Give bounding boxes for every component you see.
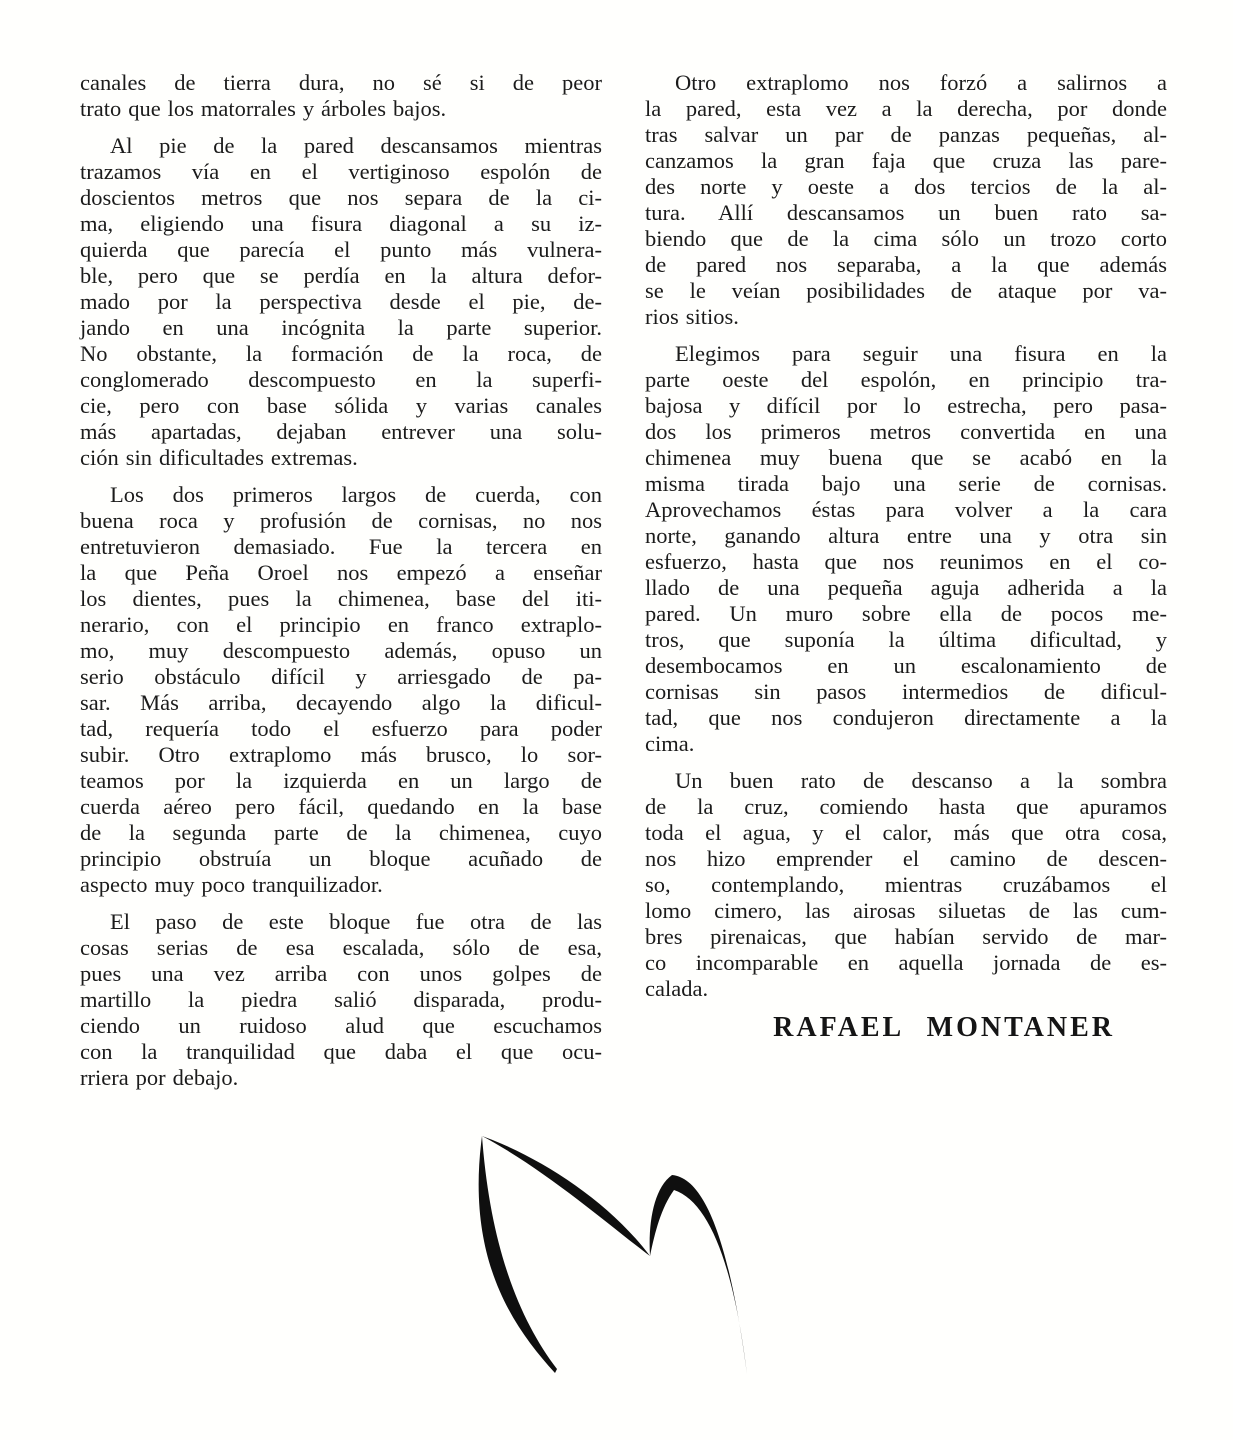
- paragraph: [80, 909, 602, 1091]
- text-line: de la segunda parte de la chimenea, cuyo: [80, 820, 602, 845]
- text-line: cima.: [645, 731, 695, 756]
- text-line: El paso de este bloque fue otra de las: [110, 909, 602, 934]
- text-line: Aprovechamos éstas para volver a la cara: [645, 497, 1167, 522]
- paragraph: [645, 341, 1167, 757]
- text-line: misma tirada bajo una serie de cornisas.: [645, 471, 1167, 496]
- paragraph: [645, 70, 1167, 330]
- text-line: serio obstáculo difícil y arriesgado de pa-: [80, 664, 602, 689]
- swash-stroke-right: [650, 1175, 747, 1374]
- text-line: la que Peña Oroel nos empezó a enseñar: [80, 560, 602, 585]
- text-line: cie, pero con base sólida y varias canales: [80, 393, 602, 418]
- text-line: tura. Allí descansamos un buen rato sa-: [645, 200, 1167, 225]
- text-line: co incomparable en aquella jornada de es-: [645, 950, 1167, 975]
- text-line: entretuvieron demasiado. Fue la tercera en: [80, 534, 602, 559]
- text-line: Otro extraplomo nos forzó a salirnos a: [675, 70, 1167, 95]
- text-line: ble, pero que se perdía en la altura defor-: [80, 263, 602, 288]
- text-line: Elegimos para seguir una fisura en la: [675, 341, 1167, 366]
- text-line: Un buen rato de descanso a la sombra: [675, 768, 1167, 793]
- text-line: los dientes, pues la chimenea, base del iti-: [80, 586, 602, 611]
- text-line: aspecto muy poco tranquilizador.: [80, 872, 383, 897]
- text-line: tad, que nos condujeron directamente a la: [645, 705, 1167, 730]
- text-line: martillo la piedra salió disparada, produ-: [80, 987, 602, 1012]
- text-line: parte oeste del espolón, en principio tra-: [645, 367, 1167, 392]
- text-line: trato que los matorrales y árboles bajos.: [80, 96, 447, 121]
- text-line: quierda que parecía el punto más vulnera-: [80, 237, 602, 262]
- text-line: rriera por debajo.: [80, 1065, 239, 1090]
- text-line: cuerda aéreo pero fácil, quedando en la base: [80, 794, 602, 819]
- text-line: rios sitios.: [645, 304, 739, 329]
- text-line: ción sin dificultades extremas.: [80, 445, 358, 470]
- swash-stroke-diagonal: [482, 1136, 650, 1256]
- paragraph: [80, 70, 602, 122]
- text-line: pues una vez arriba con unos golpes de: [80, 961, 602, 986]
- text-line: sar. Más arriba, decayendo algo la dificul-: [80, 690, 602, 715]
- paragraph: [80, 482, 602, 898]
- text-line: No obstante, la formación de la roca, de: [80, 341, 602, 366]
- text-line: llado de una pequeña aguja adherida a la: [645, 575, 1167, 600]
- text-line: tad, requería todo el esfuerzo para poder: [80, 716, 602, 741]
- paragraph: [645, 768, 1167, 1002]
- text-line: pared. Un muro sobre ella de pocos me-: [645, 601, 1167, 626]
- text-line: des norte y oeste a dos tercios de la al-: [645, 174, 1167, 199]
- text-line: Los dos primeros largos de cuerda, con: [110, 482, 602, 507]
- text-line: esfuerzo, hasta que nos reunimos en el co-: [645, 549, 1167, 574]
- text-line: toda el agua, y el calor, más que otra cosa,: [645, 820, 1167, 845]
- text-line: Al pie de la pared descansamos mientras: [110, 133, 602, 158]
- text-line: más apartadas, dejaban entrever una solu-: [80, 419, 602, 444]
- text-line: de pared nos separaba, a la que además: [645, 252, 1167, 277]
- text-line: nerario, con el principio en franco extraplo-: [80, 612, 602, 637]
- text-line: cornisas sin pasos intermedios de dificul-: [645, 679, 1167, 704]
- text-line: buena roca y profusión de cornisas, no nos: [80, 508, 602, 533]
- text-line: se le veían posibilidades de ataque por va-: [645, 278, 1167, 303]
- text-line: tros, que suponía la última dificultad, y: [645, 627, 1167, 652]
- text-line: tras salvar un par de panzas pequeñas, al-: [645, 122, 1167, 147]
- text-line: teamos por la izquierda en un largo de: [80, 768, 602, 793]
- text-line: cosas serias de esa escalada, sólo de esa,: [80, 935, 602, 960]
- text-column-right: [645, 70, 1167, 1002]
- text-line: de la cruz, comiendo hasta que apuramos: [645, 794, 1167, 819]
- text-line: principio obstruía un bloque acuñado de: [80, 846, 602, 871]
- text-line: dos los primeros metros convertida en una: [645, 419, 1167, 444]
- text-line: subir. Otro extraplomo más brusco, lo sor-: [80, 742, 602, 767]
- text-line: ma, eligiendo una fisura diagonal a su iz-: [80, 211, 602, 236]
- text-line: canales de tierra dura, no sé si de peor: [80, 70, 602, 95]
- text-line: doscientos metros que nos separa de la ci-: [80, 185, 602, 210]
- text-line: biendo que de la cima sólo un trozo corto: [645, 226, 1167, 251]
- text-line: bajosa y difícil por lo estrecha, pero pasa-: [645, 393, 1167, 418]
- text-line: so, contemplando, mientras cruzábamos el: [645, 872, 1167, 897]
- text-line: jando en una incógnita la parte superior.: [80, 315, 602, 340]
- text-line: trazamos vía en el vertiginoso espolón de: [80, 159, 602, 184]
- text-line: la pared, esta vez a la derecha, por donde: [645, 96, 1167, 121]
- text-line: mo, muy descompuesto además, opuso un: [80, 638, 602, 663]
- text-line: chimenea muy buena que se acabó en la: [645, 445, 1167, 470]
- text-line: conglomerado descompuesto en la superfi-: [80, 367, 602, 392]
- text-line: desembocamos en un escalonamiento de: [645, 653, 1167, 678]
- text-line: bres pirenaicas, que habían servido de mar-: [645, 924, 1167, 949]
- author-signature: RAFAEL MONTANER: [773, 1012, 1115, 1043]
- text-line: norte, ganando altura entre una y otra sin: [645, 523, 1167, 548]
- text-line: calada.: [645, 976, 709, 1001]
- text-line: mado por la perspectiva desde el pie, de-: [80, 289, 602, 314]
- text-line: nos hizo emprender el camino de descen-: [645, 846, 1167, 871]
- text-line: ciendo un ruidoso alud que escuchamos: [80, 1013, 602, 1038]
- text-line: lomo cimero, las airosas siluetas de las cum-: [645, 898, 1167, 923]
- calligraphic-swash-decoration: [458, 1128, 758, 1380]
- text-line: canzamos la gran faja que cruza las pare-: [645, 148, 1167, 173]
- text-column-left: [80, 70, 602, 1091]
- text-line: con la tranquilidad que daba el que ocu-: [80, 1039, 602, 1064]
- paragraph: [80, 133, 602, 471]
